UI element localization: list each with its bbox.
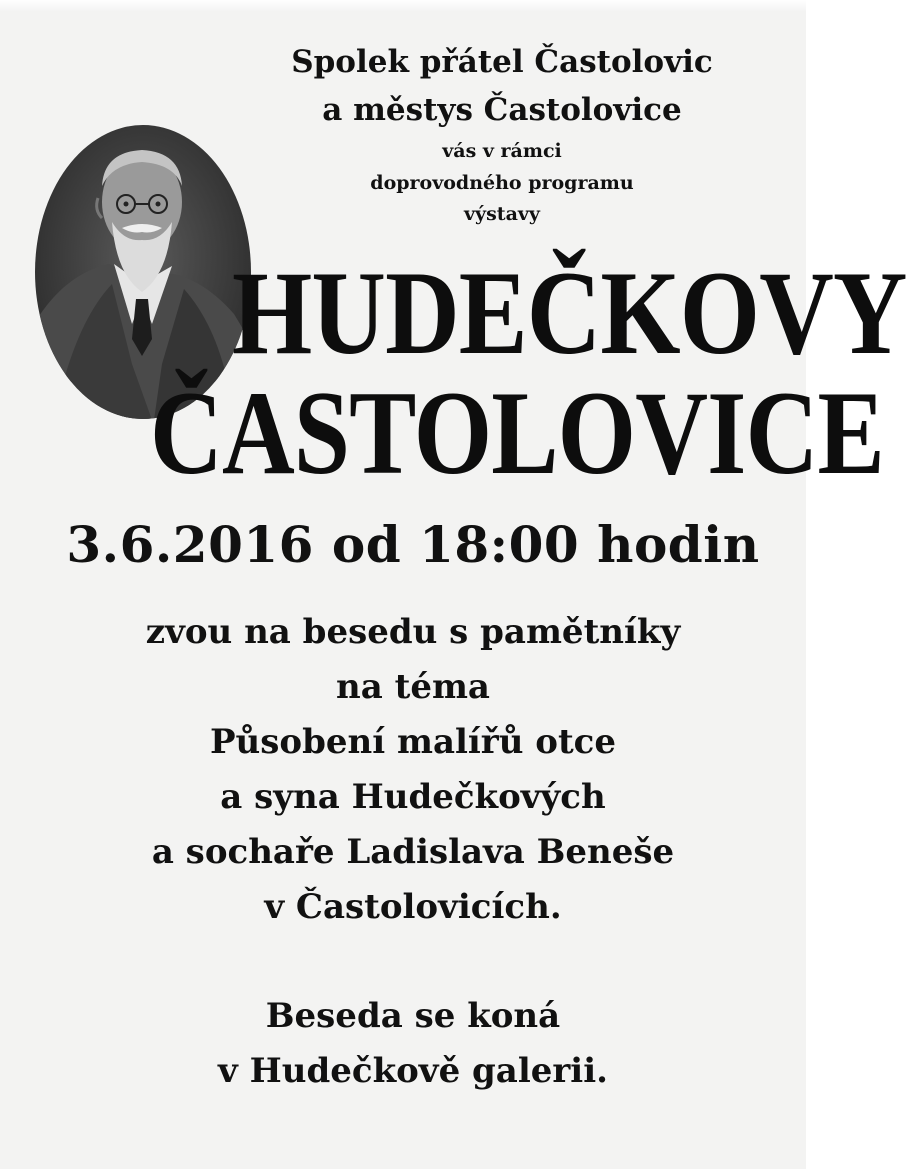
topic-line-2: a syna Hudečkových bbox=[220, 777, 606, 817]
intro-line-1: vás v rámci bbox=[442, 140, 562, 162]
exhibition-title-line-1: HUDEČKOVY bbox=[232, 246, 907, 379]
venue-line-1: Beseda se koná bbox=[265, 996, 561, 1036]
invitation-line-1: zvou na besedu s pamětníky bbox=[145, 612, 681, 652]
topic-line-4: v Častolovicích. bbox=[264, 887, 562, 927]
exhibition-title-line-2: ČASTOLOVICE bbox=[150, 366, 884, 499]
organizer-line-1: Spolek přátel Častolovic bbox=[291, 44, 713, 80]
scan-edge-top bbox=[0, 0, 826, 12]
intro-line-2: doprovodného programu bbox=[370, 172, 634, 194]
organizer-line-2: a městys Častolovice bbox=[322, 92, 682, 128]
venue-line-2: v Hudečkově galerii. bbox=[218, 1051, 608, 1091]
topic-line-3: a sochaře Ladislava Beneše bbox=[151, 832, 675, 872]
event-date-time: 3.6.2016 od 18:00 hodin bbox=[66, 515, 760, 574]
topic-line-1: Působení malířů otce bbox=[209, 722, 616, 762]
scan-edge-right bbox=[806, 0, 826, 1169]
invitation-line-2: na téma bbox=[336, 667, 490, 707]
intro-line-3: výstavy bbox=[464, 203, 540, 225]
